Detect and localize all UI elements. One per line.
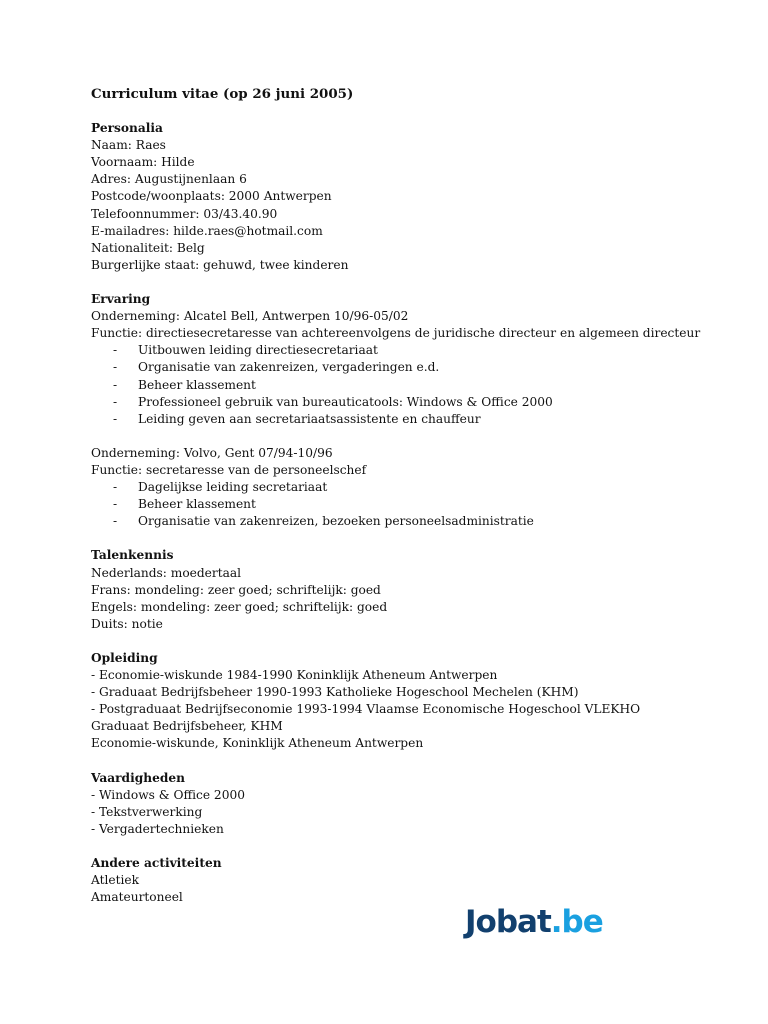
language-line: Frans: mondeling: zeer goed; schriftelijk: goed: [91, 582, 381, 597]
dash-bullet: -: [113, 343, 118, 358]
dash-bullet: -: [113, 377, 118, 392]
language-line: Nederlands: moedertaal: [91, 565, 242, 580]
personalia-telefoon: Telefoonnummer: 03/43.40.90: [91, 206, 278, 221]
education-line: Economie-wiskunde, Koninklijk Atheneum Antwerpen: [91, 736, 424, 751]
section-vaardigheden: [91, 770, 711, 838]
language-line: Engels: mondeling: zeer goed; schriftelijk: goed: [91, 599, 388, 614]
document-title: Curriculum vitae (op 26 juni 2005): [91, 86, 354, 102]
section-heading-opleiding: Opleiding: [91, 651, 158, 665]
skill-line: - Tekstverwerking: [91, 804, 203, 819]
job-task: [91, 377, 711, 394]
education-line: - Economie-wiskunde 1984-1990 Koninklijk Atheneum Antwerpen: [91, 668, 498, 683]
section-heading-vaardigheden: Vaardigheden: [91, 770, 185, 785]
section-heading-talenkennis: Talenkennis: [91, 548, 174, 563]
personalia-email: E-mailadres: hilde.raes@hotmail.com: [91, 223, 323, 238]
job-company: Onderneming: Alcatel Bell, Antwerpen 10/96-05/02: [91, 309, 409, 324]
job-task: [91, 479, 711, 496]
dash-bullet: -: [113, 360, 118, 375]
job-task-list: [91, 479, 711, 530]
job-task-text: Organisatie van zakenreizen, vergaderingen e.d.: [138, 360, 440, 375]
language-line: Duits: notie: [91, 616, 163, 631]
job-task-text: Leiding geven aan secretariaatsassistente en chauffeur: [138, 411, 481, 426]
job-company: Onderneming: Volvo, Gent 07/94-10/96: [91, 445, 333, 460]
job-task-text: Uitbouwen leiding directiesecretariaat: [138, 343, 378, 358]
job-task: [91, 411, 711, 428]
job-task-text: Dagelijkse leiding secretariaat: [138, 480, 328, 495]
logo-main-text: Jobat: [465, 904, 551, 940]
section-ervaring: [91, 291, 711, 530]
section-talenkennis: [91, 547, 711, 632]
activity-line: Atletiek: [91, 873, 139, 888]
personalia-voornaam: Voornaam: Hilde: [91, 155, 195, 170]
education-line: - Postgraduaat Bedrijfseconomie 1993-1994 Vlaamse Economische Hogeschool VLEKHO: [91, 702, 641, 717]
job-task-text: Beheer klassement: [138, 497, 256, 512]
job-task-text: Organisatie van zakenreizen, bezoeken personeelsadministratie: [138, 514, 534, 529]
dash-bullet: -: [113, 394, 118, 409]
job-task: [91, 342, 711, 359]
job-function: Functie: secretaresse van de personeelschef: [91, 462, 367, 477]
spacer: [91, 428, 711, 445]
job-task: [91, 394, 711, 411]
education-line: - Graduaat Bedrijfsbeheer 1990-1993 Katholieke Hogeschool Mechelen (KHM): [91, 685, 579, 700]
dash-bullet: -: [113, 514, 118, 529]
dash-bullet: -: [113, 497, 118, 512]
job-task: [91, 513, 711, 530]
section-opleiding: [91, 650, 711, 753]
personalia-adres: Adres: Augustijnenlaan 6: [91, 172, 247, 187]
skill-line: - Windows & Office 2000: [91, 787, 245, 802]
activity-line: Amateurtoneel: [91, 890, 183, 905]
education-line: Graduaat Bedrijfsbeheer, KHM: [91, 719, 283, 734]
dash-bullet: -: [113, 411, 118, 426]
section-andere-activiteiten: [91, 855, 711, 906]
section-personalia: [91, 120, 711, 274]
section-heading-personalia: Personalia: [91, 121, 163, 136]
personalia-burgerlijke-staat: Burgerlijke staat: gehuwd, twee kinderen: [91, 257, 349, 272]
jobat-logo: [465, 905, 603, 939]
dash-bullet: -: [113, 480, 118, 495]
logo-tld-text: .be: [550, 904, 603, 940]
personalia-nationaliteit: Nationaliteit: Belg: [91, 240, 205, 255]
personalia-naam: Naam: Raes: [91, 138, 166, 153]
job-task-text: Professioneel gebruik van bureauticatools: Windows & Office 2000: [138, 394, 553, 409]
job-task: [91, 496, 711, 513]
job-task-list: [91, 342, 711, 427]
section-heading-ervaring: Ervaring: [91, 292, 151, 307]
job-function: Functie: directiesecretaresse van achtereenvolgens de juridische directeur en algemeen directeur: [91, 326, 701, 341]
job-task: [91, 359, 711, 376]
skill-line: - Vergadertechnieken: [91, 821, 224, 836]
personalia-postcode: Postcode/woonplaats: 2000 Antwerpen: [91, 189, 332, 204]
cv-content: [91, 86, 711, 924]
section-heading-andere-activiteiten: Andere activiteiten: [91, 856, 222, 871]
job-task-text: Beheer klassement: [138, 377, 256, 392]
